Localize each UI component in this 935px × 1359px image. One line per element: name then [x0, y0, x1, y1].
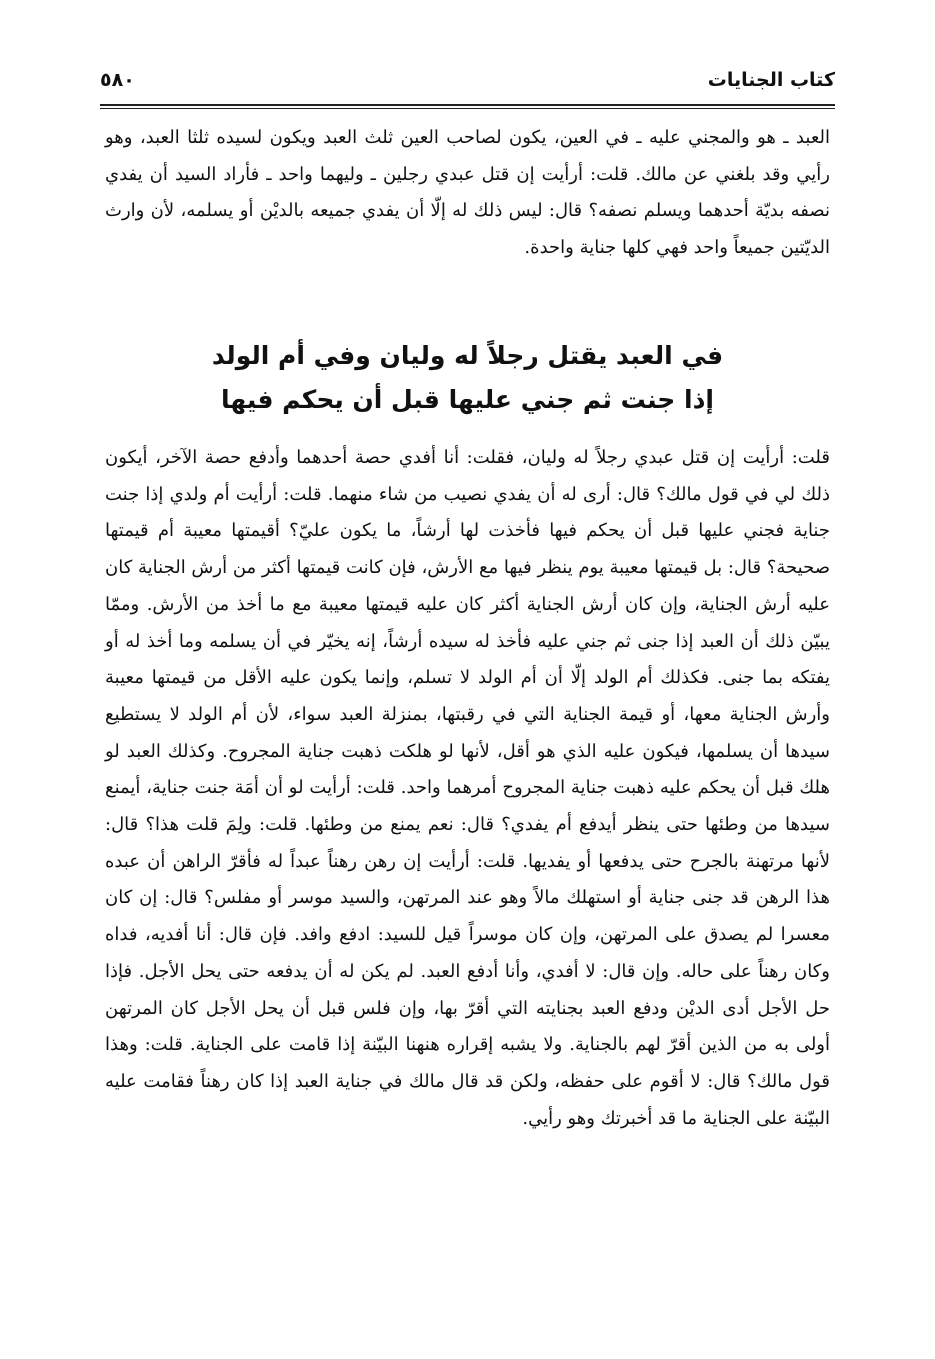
- section-heading-line-2: إذا جنت ثم جني عليها قبل أن يحكم فيها: [221, 385, 714, 414]
- page-header: [100, 62, 835, 98]
- page-number: ٥٨٠: [100, 69, 135, 91]
- book-title: كتاب الجنايات: [707, 69, 835, 91]
- section-heading: [100, 334, 835, 422]
- paragraph-1: العبد ـ هو والمجني عليه ـ في العين، يكون لصاحب العين ثلث العبد ويكون لسيده ثلثا العبد، وهو رأيي وقد بلغني عن مالك. قلت: أرأيت إن قتل عبدي رجلين ـ وليهما واحد ـ فأراد السيد أن يفدي نصفه بديّة أحدهما ويسلم نصفه؟ قال: ليس ذلك له إلّا أن يفدي جميعه بالديْن أو يسلمه، لأن وارث الديّتين جميعاً واحد فهي كلها جناية واحدة.: [105, 127, 830, 259]
- paragraph-2: قلت: أرأيت إن قتل عبدي رجلاً له وليان، فقلت: أنا أفدي حصة أحدهما وأدفع حصة الآخر، أيكون ذلك لي في قول مالك؟ قال: أرى له أن يفدي نصيب من شاء منهما. قلت: أرأيت أم ولدي إذا جنت جناية فجني عليها قبل أن يحكم فيها فأخذت لها أرشاً، ما يكون عليّ؟ أقيمتها معيبة أم قيمتها صحيحة؟ قال: بل قيمتها معيبة يوم ينظر فيها مع الأرش، فإن كانت قيمتها أكثر من أرش الجناية كان عليه أرش الجناية، وإن كان أرش الجناية أكثر كان عليه قيمتها معيبة مع ما أخذ من الأرش. وممّا يبيّن ذلك أن العبد إذا جنى ثم جني عليه فأخذ له سيده أرشاً، إنه يخيّر في أن يسلمه وما أخذ له أو يفتكه بما جنى. فكذلك أم الولد إلّا أن أم الولد لا تسلم، وإنما يكون عليه الأقل من قيمتها معيبة وأرش الجناية معها، أو قيمة الجناية التي في رقبتها، بمنزلة العبد سواء، لأن أم الولد لا يستطيع سيدها أن يسلمها، فيكون عليه الذي هو أقل، لأنها لو هلكت ذهبت جناية المجروح. وكذلك العبد لو هلك قبل أن يحكم عليه ذهبت جناية المجروح أمرهما واحد. قلت: أرأيت لو أن أمَة جنت جناية، أيمنع سيدها من وطئها حتى ينظر أيدفع أم يفدي؟ قال: نعم يمنع من وطئها. قلت: ولِمَ قلت هذا؟ قال: لأنها مرتهنة بالجرح حتى يدفعها أو يفديها. قلت: أرأيت إن رهن رهناً عبداً له فأقرّ الراهن أن عبده هذا الرهن قد جنى جناية أو استهلك مالاً وهو عند المرتهن، والسيد موسر أو مفلس؟ قال: إن كان معسرا لم يصدق على المرتهن، وإن كان موسراً قيل للسيد: ادفع وافد. فإن قال: أنا أفديه، فداه وكان رهناً على حاله. وإن قال: لا أفدي، وأنا أدفع العبد. لم يكن له أن يدفعه حتى يحل الأجل. فإذا حل الأجل أدى الديْن ودفع العبد بجنايته التي أقرّ بها، وإن فلس قبل أن يحل الأجل كان المرتهن أولى به من الذين أقرّ لهم بالجناية. ولا يشبه إقراره هنهنا البيّنة إذا قامت على الجناية. قلت: وهذا قول مالك؟ قال: لا أقوم على حفظه، ولكن قد قال مالك في جناية العبد إذا كان رهناً فقامت عليه البيّنة على الجناية ما قد أخبرتك وهو رأيي.: [105, 447, 830, 1129]
- header-divider: [100, 104, 835, 109]
- section-heading-line-1: في العبد يقتل رجلاً له وليان وفي أم الولد: [211, 341, 724, 370]
